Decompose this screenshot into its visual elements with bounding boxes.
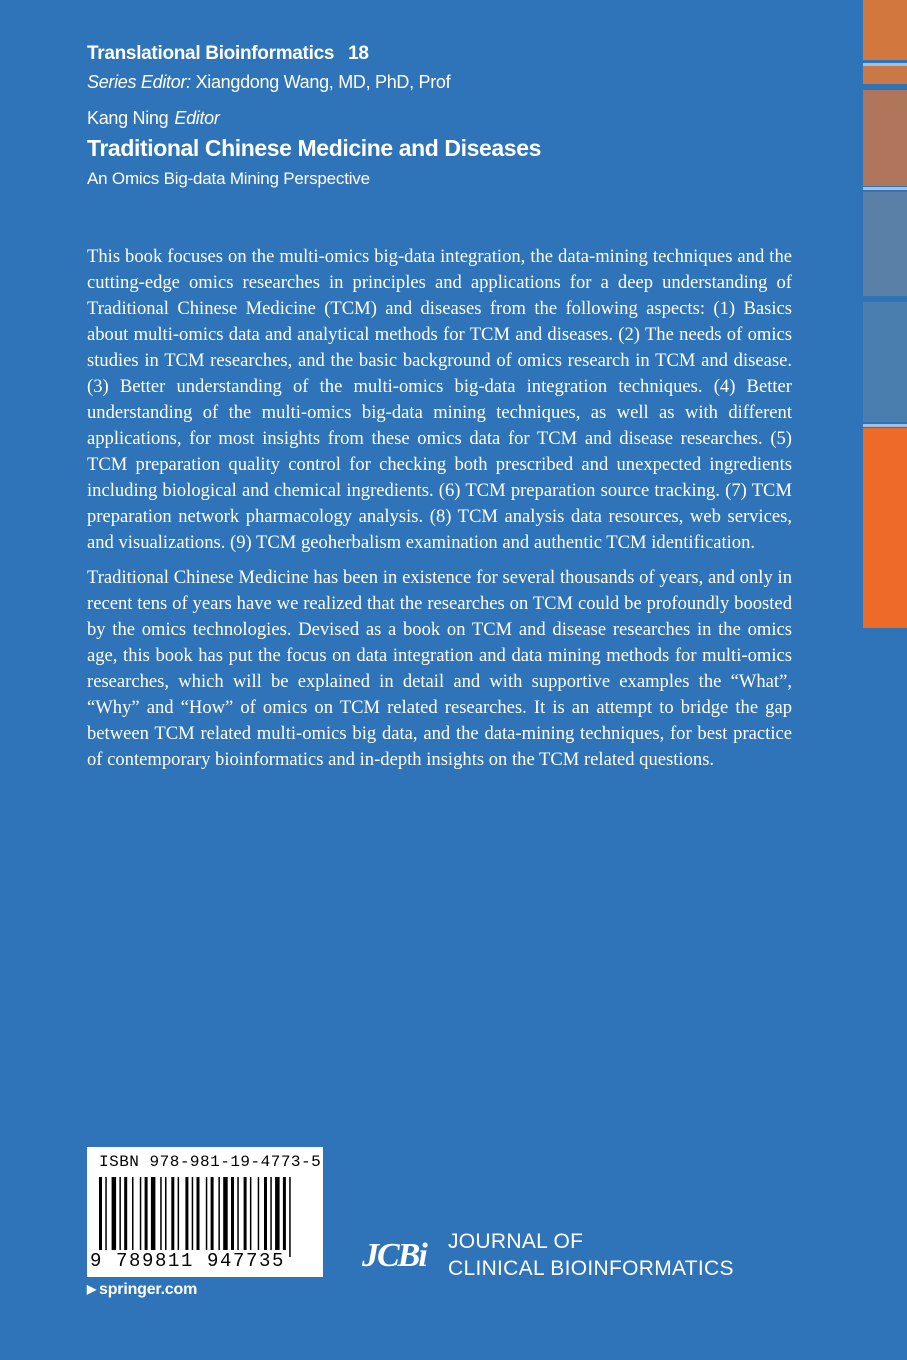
barcode-bar	[237, 1177, 239, 1257]
series-editor-name: Xiangdong Wang, MD, PhD, Prof	[195, 72, 451, 92]
barcode-bar	[211, 1177, 214, 1257]
barcode-bar	[283, 1177, 286, 1257]
barcode-bar	[244, 1177, 247, 1257]
barcode-bar	[119, 1177, 121, 1257]
isbn-label: ISBN 978-981-19-4773-5	[99, 1153, 322, 1171]
stripe-block	[863, 66, 907, 84]
cover-header	[87, 40, 787, 193]
barcode-bar	[178, 1177, 180, 1257]
barcode-bar	[218, 1177, 220, 1257]
description-paragraph: Traditional Chinese Medicine has been in existence for several thousands of years, and only in recent tens of years have we realized that the researches on TCM could be profoundly boosted by the omics technologies. Devised as a book on TCM and disease researches in the omics age, this book has put the focus on data integration and data mining methods for multi-omics researches, which will be explained in detail and with supportive examples the “What”, “Why” and “How” of omics on TCM related researches. It is an attempt to bridge the gap between TCM related multi-omics big data, and the data-mining techniques, for best practice of contemporary bioinformatics and in-depth insights on the TCM related questions.	[87, 567, 792, 770]
barcode-bar	[165, 1177, 167, 1257]
barcode-bar	[160, 1177, 162, 1257]
barcode-bar	[223, 1177, 228, 1257]
jcbi-logo: JCBi	[362, 1237, 426, 1274]
series-name: Translational Bioinformatics	[87, 43, 335, 64]
barcode-bar	[270, 1177, 272, 1257]
stripe-block	[863, 192, 907, 296]
author-role: Editor	[174, 108, 220, 128]
series-number: 18	[348, 43, 369, 64]
barcode-bar	[112, 1177, 117, 1257]
stripe-block	[863, 0, 907, 60]
series-editor-role: Series Editor:	[87, 72, 191, 92]
decorative-stripe	[863, 0, 907, 1360]
publisher-website[interactable]	[87, 1281, 197, 1299]
barcode-bar	[192, 1177, 194, 1257]
book-title: Traditional Chinese Medicine and Diseases	[87, 135, 541, 161]
stripe-block	[863, 90, 907, 186]
book-description	[87, 244, 792, 782]
barcode-bar	[258, 1177, 260, 1257]
stripe-divider	[863, 187, 907, 190]
barcode-bar	[105, 1177, 107, 1257]
stripe-accent-orange	[863, 428, 907, 628]
barcode-bar	[140, 1177, 142, 1257]
stripe-divider	[863, 424, 907, 427]
stripe-block	[863, 302, 907, 422]
book-subtitle: An Omics Big-data Mining Perspective	[87, 169, 370, 188]
barcode-digits: 9 789811 947735	[90, 1250, 286, 1272]
barcode-digits-row	[89, 1250, 321, 1272]
journal-name-line: JOURNAL OF	[448, 1230, 584, 1253]
barcode-bar	[185, 1177, 188, 1257]
series-editor	[87, 68, 787, 96]
barcode-bar	[145, 1177, 148, 1257]
series-title	[87, 40, 787, 68]
journal-name	[448, 1228, 734, 1282]
barcode-bar	[275, 1177, 280, 1257]
barcode-bar	[99, 1177, 102, 1257]
author-name: Kang Ning	[87, 108, 169, 128]
isbn-barcode	[87, 1147, 323, 1277]
barcode-bar	[264, 1177, 267, 1257]
book-author	[87, 105, 787, 131]
journal-name-line: CLINICAL BIOINFORMATICS	[448, 1257, 734, 1280]
barcode-bar	[289, 1177, 291, 1257]
barcode-bar	[124, 1177, 127, 1257]
barcode-bars	[99, 1177, 311, 1257]
barcode-bar	[206, 1177, 208, 1257]
arrow-right-icon: ▶	[87, 1282, 97, 1296]
barcode-bar	[250, 1177, 252, 1257]
publisher-website-text: springer.com	[99, 1281, 198, 1298]
barcode-bar	[197, 1177, 200, 1257]
description-paragraph: This book focuses on the multi-omics big-data integration, the data-mining techniques and the cutting-edge omics researches in principles and applications for a deep understanding of Traditional Chinese Medicine (TCM) and diseases from the following aspects: (1) Basics about multi-omics data and analytical methods for TCM and diseases. (2) The needs of omics studies in TCM researches, and the basic background of omics research in TCM and disease. (3) Better understanding of the multi-omics big-data integration techniques. (4) Better understanding of the multi-omics big-data mining techniques, as well as with different applications, for most insights from these omics data for TCM and disease researches. (5) TCM preparation quality control for checking both prescribed and unexpected ingredients including biological and chemical ingredients. (6) TCM preparation source tracking. (7) TCM preparation network pharmacology analysis. (8) TCM analysis data resources, web services, and visualizations. (9) TCM geoherbalism examination and authentic TCM identification.	[87, 246, 792, 553]
barcode-bar	[151, 1177, 156, 1257]
stripe-divider	[863, 63, 907, 66]
barcode-bar	[171, 1177, 174, 1257]
barcode-bar	[231, 1177, 234, 1257]
barcode-bar	[132, 1177, 134, 1257]
